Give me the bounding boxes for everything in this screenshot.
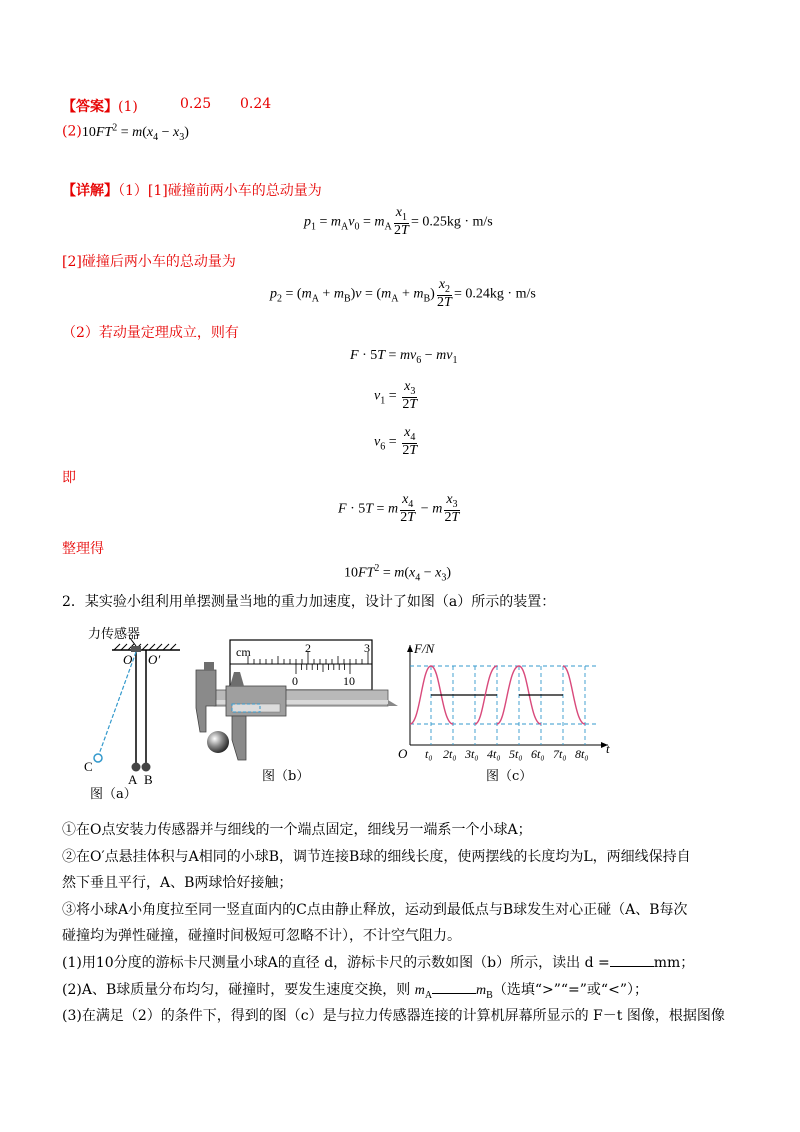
main-tick-3: 3 [364,641,370,655]
x-tick-4: 4t₀ [487,747,501,761]
vernier-tick-10: 10 [343,674,355,688]
question-2-text: (2)A、B球质量分布均匀，碰撞时，要发生速度交换，则 [62,982,411,998]
x-tick-7: 7t₀ [553,747,567,761]
caption-c: 图（c） [486,769,533,784]
answer-blank-d[interactable] [610,954,654,967]
question-1-unit: mm； [653,955,695,971]
detail-intro [62,180,322,200]
x-tick-5: 5t₀ [509,747,523,761]
step-1: ①在O点安装力传感器并与细线的一个端点固定，细线另一端系一个小球A； [62,822,532,838]
formula-p2: $p_2 = (m_A + m_B)v = (m_A + m_B)$ $\frac{x_2}{2T}$ = 0.24kg · m/s [270,277,536,311]
detail-ji: 即 [62,470,76,486]
answer-line-1 [62,96,272,116]
answer-part1-label: (1) [118,99,138,115]
formula-v1: $v_1$ = $\frac{x_3}{2T}$ [374,379,418,413]
detail-tag: 【详解】 [62,183,118,199]
y-axis-label: F/N [414,641,435,656]
answer-part2-label: (2) [62,123,82,140]
formula-final: $10FT^2 = m(x_4 - x_3)$ [344,563,452,584]
answer-value-1: 0.25 [180,96,212,112]
answer-line-2 [62,122,189,142]
question-2: (2)A、B球质量分布均匀，碰撞时，要发生速度交换，则 $m_A$ $m_B$（选填“>”“=”或“<”）； [62,982,648,1001]
step-3-line-1: ③将小球A小角度拉至同一竖直面内的C点由静止释放，运动到最低点与B球发生对心正碰（A、B每次 [62,902,688,918]
step-2-line-1: ②在O′点悬挂体积与A相同的小球B，调节连接B球的细线长度，使两摆线的长度均为L，两细线保持自 [62,849,691,865]
x-tick-2: 2t₀ [443,747,457,761]
figures [0,612,800,812]
answer-tag: 【答案】 [62,99,118,115]
detail-zhengli: 整理得 [62,541,104,557]
x-tick-8: 8t₀ [575,747,589,761]
ball-b [142,763,151,772]
figure-c [398,641,610,784]
label-o-prime: O′ [148,652,161,667]
answer-value-2: 0.24 [240,96,272,112]
step-3-line-2: 碰撞均为弹性碰撞，碰撞时间极短可忽略不计），不计空气阻力。 [62,928,461,944]
formula-p2-result: = 0.24kg · m/s [454,286,536,302]
formula-combined: F · 5T = m $\frac{x_4}{2T}$ − m $\frac{x_3}{2T}$ [338,492,460,526]
detail-p1-intro: （1）[1]碰撞前两小车的总动量为 [118,183,322,199]
label-o: O [123,652,133,667]
x-axis-label: t [606,741,610,756]
figure-b [196,640,398,784]
ball-a [132,763,141,772]
caption-a: 图（a） [90,787,137,802]
label-b: B [144,772,153,787]
ball-c [94,754,102,762]
label-a: A [128,772,138,787]
sensor-label: 力传感器 [88,627,141,642]
measured-ball [207,731,229,753]
x-tick-3: 3t₀ [465,747,479,761]
question-3: (3)在满足（2）的条件下，得到的图（c）是与拉力传感器连接的计算机屏幕所显示的 F－t 图像，根据图像 [62,1008,725,1024]
answer-formula: $10FT^2 = m(x_4 - x_3)$ [81,122,189,143]
x-tick-1: t₀ [425,747,433,761]
question-1 [62,952,694,972]
question-stem: 2．某实验小组利用单摆测量当地的重力加速度，设计了如图（a）所示的装置： [62,594,556,610]
vernier-tick-0: 0 [292,674,298,688]
detail-p2-intro: [2]碰撞后两小车的总动量为 [62,254,236,270]
formula-p1: $p_1 = m_Av_0 = m_A$ $\frac{x_1}{2T}$ = 0.25kg · m/s [304,205,493,239]
formula-impulse: $F \cdot 5T = mv_6 - mv_1$ [350,348,458,366]
detail-part2-intro: （2）若动量定理成立，则有 [62,325,239,341]
caption-b: 图（b） [262,769,310,784]
step-2-line-2: 然下垂且平行，A、B两球恰好接触； [62,875,293,891]
question-2-hint: （选填“>”“=”或“<”）； [492,982,648,998]
x-tick-6: 6t₀ [531,747,545,761]
figure-a [84,626,180,802]
origin-label: O [398,746,408,761]
question-1-text: (1)用10分度的游标卡尺测量小球A的直径 d，游标卡尺的示数如图（b）所示，读出 d = [62,955,610,971]
answer-blank-mass[interactable] [432,981,476,994]
unit-cm: cm [236,645,251,659]
formula-p1-result: = 0.25kg · m/s [410,214,493,230]
main-tick-2: 2 [305,641,311,655]
formula-v6: $v_6$ = $\frac{x_4}{2T}$ [374,425,418,459]
label-c: C [84,759,93,774]
x-tick-labels [425,747,589,761]
